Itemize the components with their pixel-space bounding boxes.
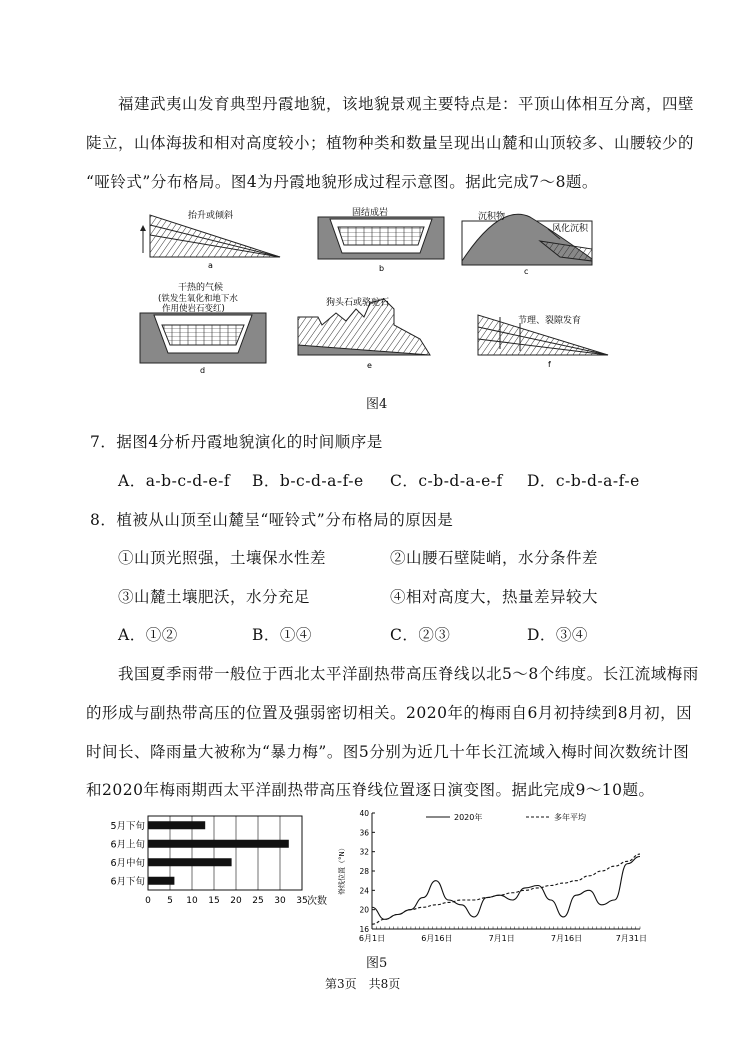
bar-x-tick-label: 15: [208, 896, 220, 906]
bar-x-tick-label: 30: [274, 896, 286, 906]
q7-option-c: C．c-b-d-a-e-f: [390, 472, 503, 490]
panel-c-label-2: 风化沉积: [552, 224, 589, 234]
line-x-tick-label: 7月16日: [550, 934, 583, 943]
panel-b-letter: b: [379, 264, 385, 273]
legend-2020: 2020年: [454, 813, 483, 822]
series-average-line: [372, 854, 640, 924]
q8-item-1: ①山顶光照强，土壤保水性差: [118, 549, 327, 567]
bar-category-label: 6月上旬: [110, 839, 145, 851]
line-y-tick-label: 20: [359, 905, 369, 915]
figure-4: [0, 205, 752, 385]
bar-3: [148, 858, 232, 866]
line-y-tick-label: 16: [359, 925, 369, 934]
intro2-line-4: 和2020年梅雨期西太平洋副热带高压脊线位置逐日演变图。据此完成9～10题。: [86, 781, 655, 799]
bar-2: [148, 840, 289, 848]
bar-category-label: 6月中旬: [110, 857, 145, 869]
panel-f: [478, 314, 608, 369]
q7-option-d: D．c-b-d-a-f-e: [527, 472, 640, 490]
q8-option-c: C．②③: [390, 626, 451, 644]
intro1-line-1: 福建武夷山发育典型丹霞地貌，该地貌景观主要特点是：平顶山体相互分离，四壁: [118, 95, 695, 113]
figure-4-caption: 图4: [366, 397, 388, 412]
page-footer: 第3页 共8页: [325, 977, 401, 991]
line-y-tick-label: 32: [359, 847, 369, 857]
bar-x-tick-label: 20: [230, 896, 242, 906]
line-y-tick-label: 28: [359, 867, 369, 876]
panel-c: [462, 210, 592, 276]
q8-item-2: ②山腰石壁陡峭，水分条件差: [390, 549, 599, 567]
line-y-tick-label: 40: [359, 809, 369, 818]
bar-4: [148, 877, 174, 885]
bar-category-label: 5月下旬: [110, 820, 145, 832]
intro1-line-2: 陡立，山体海拔和相对高度较小；植物种类和数量呈现出山麓和山顶较多、山腰较少的: [86, 134, 695, 152]
panel-e-label: 狗头石或骆驼石: [326, 298, 390, 308]
figure-5-line-chart: [330, 805, 650, 945]
bar-x-tick-label: 35: [296, 896, 308, 906]
bar-1: [148, 821, 205, 829]
bar-x-tick-label: 0: [145, 896, 151, 906]
panel-d-letter: d: [200, 366, 206, 375]
intro2-line-1: 我国夏季雨带一般位于西北太平洋副热带高压脊线以北5～8个纬度。长江流域梅雨: [118, 665, 699, 683]
figure-5-bar-chart: [100, 812, 330, 922]
q8-option-d: D．③④: [527, 626, 588, 644]
q8-option-b: B．①④: [252, 626, 312, 644]
q7-stem: 7．据图4分析丹霞地貌演化的时间顺序是: [90, 433, 383, 451]
intro1-line-3: “哑铃式”分布格局。图4为丹霞地貌形成过程示意图。据此完成7～8题。: [86, 173, 598, 191]
line-x-tick-label: 7月1日: [488, 934, 515, 943]
panel-c-label-1: 沉积物: [478, 212, 506, 222]
panel-a-label: 抬升或倾斜: [188, 211, 234, 221]
panel-a: [140, 209, 280, 270]
panel-d-label-2: (铁发生氧化和地下水: [158, 294, 238, 304]
panel-d-label-1: 干热的气候: [178, 283, 224, 293]
q8-stem: 8．植被从山顶至山麓呈“哑铃式”分布格局的原因是: [90, 511, 454, 529]
intro2-line-2: 的形成与副热带高压的位置及强弱密切相关。2020年的梅雨自6月初持续到8月初，因: [86, 704, 693, 722]
figure-5-caption: 图5: [366, 956, 388, 971]
panel-e: [298, 296, 430, 370]
line-y-tick-label: 36: [359, 828, 369, 838]
legend-average: 多年平均: [554, 813, 586, 822]
panel-b: [318, 206, 444, 273]
bar-x-tick-label: 25: [252, 896, 264, 906]
bar-x-tick-label: 5: [167, 896, 173, 906]
line-x-tick-label: 6月1日: [358, 934, 386, 943]
q7-option-b: B．b-c-d-a-f-e: [252, 472, 364, 490]
bar-category-label: 6月下旬: [110, 876, 145, 888]
intro2-line-3: 时间长、降雨量大被称为“暴力梅”。图5分别为近几十年长江流域入梅时间次数统计图: [86, 743, 690, 761]
q7-option-a: A．a-b-c-d-e-f: [118, 472, 231, 490]
series-2020-line: [372, 857, 640, 920]
q8-item-4: ④相对高度大，热量差异较大: [390, 588, 599, 606]
bar-x-tick-label: 10: [186, 896, 198, 906]
line-x-tick-label: 7月31日: [615, 934, 647, 943]
panel-b-label: 固结成岩: [352, 208, 389, 218]
line-y-label: 脊线位置（°N）: [338, 844, 346, 895]
panel-d: [140, 281, 266, 375]
bar-x-unit: 次数: [307, 896, 327, 907]
line-y-tick-label: 24: [359, 886, 369, 896]
panel-d-label-3: 作用使岩石变红): [162, 304, 225, 314]
line-x-tick-label: 6月16日: [421, 934, 453, 943]
panel-e-letter: e: [367, 361, 372, 370]
panel-a-letter: a: [208, 261, 213, 270]
q8-item-3: ③山麓土壤肥沃，水分充足: [118, 588, 311, 606]
q8-option-a: A．①②: [118, 626, 178, 644]
panel-f-letter: f: [548, 360, 551, 369]
panel-f-label: 节理、裂隙发育: [518, 316, 582, 326]
panel-c-letter: c: [524, 267, 529, 276]
